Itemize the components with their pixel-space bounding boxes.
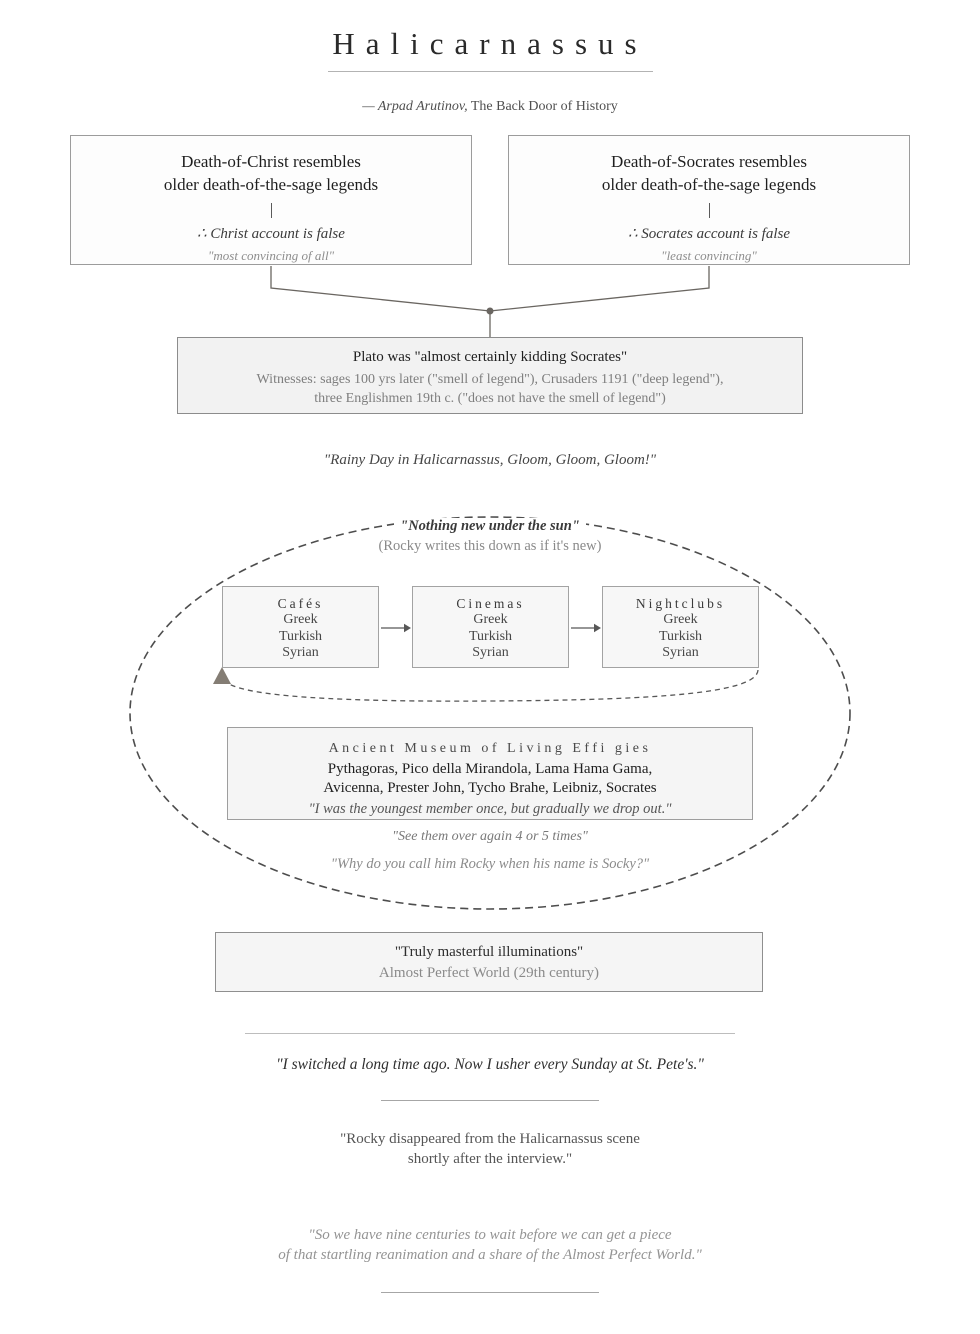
christ-premise-line2: older death-of-the-sage legends — [163, 175, 379, 194]
socrates-premise-line1: Death-of-Socrates resembles — [611, 152, 807, 171]
christ-note: "most convincing of all" — [207, 248, 335, 263]
argument-box-christ — [70, 135, 472, 265]
nightclubs-title: Nightclubs — [635, 596, 726, 611]
venue-box-cafes — [222, 586, 379, 668]
disappeared-line2: shortly after the interview." — [407, 1150, 573, 1167]
cafes-title: Cafés — [277, 596, 324, 611]
illuminations-quote: "Truly masterful illuminations" — [394, 944, 584, 960]
socrates-inference-bar — [709, 203, 710, 218]
nothing-new-quote: "Nothing new under the sun" — [0, 518, 980, 535]
disappeared-note — [0, 1130, 980, 1169]
cinemas-item-turkish: Turkish — [468, 628, 513, 644]
switched-quote: "I switched a long time ago. Now I usher every Sunday at St. Pete's." — [276, 1056, 704, 1073]
illuminations-box — [215, 932, 763, 992]
cycle-ellipse — [130, 517, 850, 909]
flow-arrowhead-1-icon — [404, 624, 411, 632]
socky-quote: "Why do you call him Rocky when his name is Socky?" — [330, 856, 650, 872]
almost-perfect-world-label: Almost Perfect World (29th century) — [378, 965, 600, 981]
christ-premise-line1: Death-of-Christ resembles — [181, 152, 361, 171]
socrates-premise-line2: older death-of-the-sage legends — [601, 175, 817, 194]
nightclubs-item-turkish: Turkish — [658, 628, 703, 644]
cycle-return-curve — [226, 670, 758, 701]
museum-title: Ancient Museum of Living Effi gies — [328, 741, 652, 756]
connector-right-argument — [490, 266, 709, 311]
see-them-quote: "See them over again 4 or 5 times" — [392, 829, 588, 844]
museum-names-line2: Avicenna, Prester John, Tycho Brahe, Leibniz, Socrates — [323, 780, 657, 796]
footer-divider-bottom — [381, 1292, 599, 1293]
connector-junction-dot — [487, 308, 494, 315]
byline — [0, 99, 980, 115]
venue-box-nightclubs — [602, 586, 759, 668]
plato-witnesses-line1: Witnesses: sages 100 yrs later ("smell of legend"), Crusaders 1191 ("deep legend"), — [256, 372, 724, 387]
plato-title: Plato was "almost certainly kidding Socrates" — [352, 349, 628, 365]
plato-witnesses-line2: three Englishmen 19th c. ("does not have the smell of legend") — [314, 391, 666, 406]
museum-names-line1: Pythagoras, Pico della Mirandola, Lama Hama Gama, — [327, 761, 653, 777]
nightclubs-item-greek: Greek — [663, 612, 698, 627]
museum-box — [227, 727, 753, 820]
socrates-premise — [509, 150, 909, 196]
connector-left-argument — [271, 266, 490, 311]
cinemas-item-syrian: Syrian — [472, 645, 509, 660]
cinemas-title: Cinemas — [456, 596, 525, 611]
cafes-item-greek: Greek — [283, 612, 318, 627]
cafes-item-turkish: Turkish — [278, 628, 323, 644]
christ-conclusion: ∴ Christ account is false — [197, 226, 345, 242]
centuries-line1: "So we have nine centuries to wait before we can get a piece — [308, 1227, 672, 1243]
page-title: Halicarnassus — [332, 26, 648, 61]
plato-box — [177, 337, 803, 414]
footer-divider-long — [245, 1033, 735, 1034]
nightclubs-item-syrian: Syrian — [662, 645, 699, 660]
christ-inference-bar — [271, 203, 272, 218]
cycle-return-arrowhead-icon — [213, 667, 231, 684]
rainy-day-quote: "Rainy Day in Halicarnassus, Gloom, Gloom, Gloom!" — [323, 452, 657, 468]
title-divider — [328, 71, 653, 72]
christ-premise — [71, 150, 471, 196]
disappeared-line1: "Rocky disappeared from the Halicarnassus scene — [340, 1131, 640, 1147]
socrates-note: "least convincing" — [661, 248, 757, 263]
socrates-conclusion: ∴ Socrates account is false — [627, 226, 791, 242]
argument-box-socrates — [508, 135, 910, 265]
rocky-writes-note: (Rocky writes this down as if it's new) — [378, 538, 602, 554]
centuries-quote — [0, 1226, 980, 1265]
footer-divider-mid — [381, 1100, 599, 1101]
cafes-item-syrian: Syrian — [282, 645, 319, 660]
cinemas-item-greek: Greek — [473, 612, 508, 627]
flow-arrowhead-2-icon — [594, 624, 601, 632]
museum-quote: "I was the youngest member once, but gradually we drop out." — [308, 801, 672, 817]
venue-box-cinemas — [412, 586, 569, 668]
byline-author: — Arpad Arutinov, — [362, 99, 468, 114]
byline-work: The Back Door of History — [467, 99, 618, 114]
centuries-line2: of that startling reanimation and a share of the Almost Perfect World." — [278, 1246, 702, 1263]
